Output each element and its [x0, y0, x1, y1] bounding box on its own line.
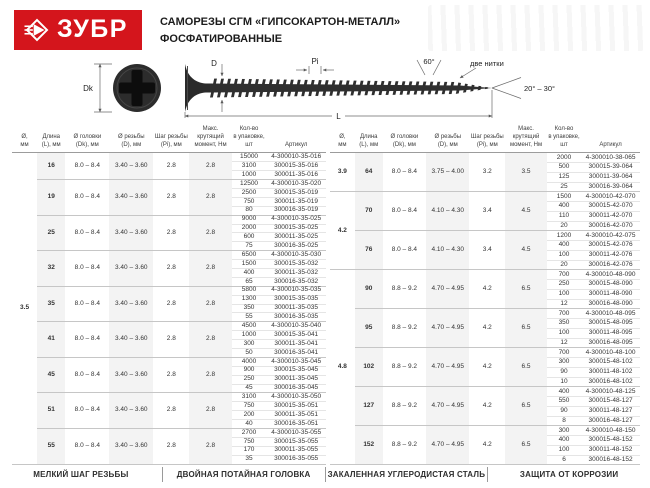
pack-qty-cell: 110 [547, 211, 581, 221]
sku-cell: 300015-42-070 [581, 202, 640, 212]
length-cell: 35 [37, 286, 65, 322]
pack-qty-cell: 3100 [232, 393, 267, 402]
thread-pitch-cell: 2.8 [153, 180, 189, 216]
max-torque-cell: 6.5 [505, 348, 547, 387]
pack-qty-cell: 170 [232, 446, 267, 455]
table-row [12, 180, 326, 189]
pack-qty-cell: 1500 [232, 260, 267, 269]
column-header: Длина (L), мм [37, 126, 65, 153]
sku-cell: 300016-42-076 [581, 260, 640, 270]
sku-cell: 4-300010-35-016 [266, 153, 326, 162]
head-diameter-cell: 8.0 – 8.4 [65, 393, 109, 429]
head-diameter-cell: 8.8 – 9.2 [383, 348, 426, 387]
thread-diameter-cell: 3.40 – 3.60 [109, 215, 153, 251]
dim-label-d: D [211, 59, 217, 68]
max-torque-cell: 4.5 [505, 192, 547, 231]
table-row [330, 192, 640, 202]
zubr-arrow-icon [22, 15, 52, 45]
pack-qty-cell: 100 [547, 445, 581, 455]
sku-cell: 300011-48-127 [581, 406, 640, 416]
table-row [330, 153, 640, 163]
sku-cell: 300016-48-090 [581, 299, 640, 309]
sku-cell: 300015-35-045 [266, 366, 326, 375]
thread-pitch-cell: 2.8 [153, 393, 189, 429]
length-cell: 51 [37, 393, 65, 429]
column-header: Шаг резьбы (Pi), мм [469, 126, 505, 153]
pack-qty-cell: 3100 [232, 162, 267, 171]
length-cell: 90 [355, 270, 383, 309]
spec-table [12, 126, 326, 465]
head-diameter-cell: 8.0 – 8.4 [383, 192, 426, 231]
thread-pitch-cell: 3.4 [469, 192, 505, 231]
pack-qty-cell: 700 [547, 348, 581, 358]
pack-qty-cell: 750 [232, 437, 267, 446]
table-row [12, 286, 326, 295]
pack-qty-cell: 550 [547, 397, 581, 407]
sku-cell: 300016-42-070 [581, 221, 640, 231]
max-torque-cell: 6.5 [505, 426, 547, 465]
column-header: Артикул [266, 126, 326, 153]
table-row [12, 429, 326, 438]
thread-diameter-cell: 4.70 – 4.95 [426, 426, 469, 465]
pack-qty-cell: 400 [547, 241, 581, 251]
length-cell: 41 [37, 322, 65, 358]
head-diameter-cell: 8.0 – 8.4 [65, 357, 109, 393]
diameter-cell: 3.5 [12, 153, 37, 464]
length-cell: 76 [355, 231, 383, 270]
thread-pitch-cell: 2.8 [153, 429, 189, 465]
pack-qty-cell: 750 [232, 402, 267, 411]
sku-cell: 300015-48-102 [581, 358, 640, 368]
sku-cell: 300015-35-041 [266, 331, 326, 340]
sku-cell: 300016-35-025 [266, 242, 326, 251]
pack-qty-cell: 200 [232, 411, 267, 420]
sku-cell: 300011-35-016 [266, 171, 326, 180]
dim-label-dk: Dk [83, 84, 93, 93]
sku-cell: 300015-35-019 [266, 188, 326, 197]
pack-qty-cell: 2700 [232, 429, 267, 438]
max-torque-cell: 2.8 [189, 393, 231, 429]
table-row [12, 251, 326, 260]
length-cell: 55 [37, 429, 65, 465]
table-row [12, 215, 326, 224]
pack-qty-cell: 400 [232, 268, 267, 277]
sku-cell: 300011-35-025 [266, 233, 326, 242]
max-torque-cell: 2.8 [189, 429, 231, 465]
sku-cell: 300016-48-127 [581, 416, 640, 426]
pack-qty-cell: 400 [547, 387, 581, 397]
sku-cell: 300016-39-064 [581, 182, 640, 192]
thread-diameter-cell: 4.70 – 4.95 [426, 309, 469, 348]
pack-qty-cell: 1300 [232, 295, 267, 304]
pack-qty-cell: 100 [547, 328, 581, 338]
sku-cell: 300011-35-041 [266, 340, 326, 349]
feature-item: ЗАКАЛЕННАЯ УГЛЕРОДИСТАЯ СТАЛЬ [327, 470, 486, 479]
header-row [12, 126, 326, 153]
sku-cell: 4-300010-48-150 [581, 426, 640, 436]
thread-pitch-cell: 3.2 [469, 153, 505, 192]
head-diameter-cell: 8.0 – 8.4 [65, 286, 109, 322]
pack-qty-cell: 1000 [232, 331, 267, 340]
pack-qty-cell: 12 [547, 338, 581, 348]
feature-item: ЗАЩИТА ОТ КОРРОЗИИ [519, 470, 619, 479]
column-header: Длина (L), мм [355, 126, 383, 153]
table-row [330, 348, 640, 358]
length-cell: 102 [355, 348, 383, 387]
thread-pitch-cell: 2.8 [153, 153, 189, 180]
thread-pitch-cell: 3.4 [469, 231, 505, 270]
table-row [330, 387, 640, 397]
thread-pitch-cell: 4.2 [469, 348, 505, 387]
column-header: Артикул [581, 126, 640, 153]
pack-qty-cell: 6 [547, 455, 581, 465]
thread-diameter-cell: 3.40 – 3.60 [109, 251, 153, 287]
pack-qty-cell: 20 [547, 221, 581, 231]
table-row [330, 231, 640, 241]
thread-pitch-cell: 4.2 [469, 270, 505, 309]
column-header: Ø головки (Dk), мм [383, 126, 426, 153]
thread-diameter-cell: 3.40 – 3.60 [109, 357, 153, 393]
pack-qty-cell: 600 [232, 233, 267, 242]
head-diameter-cell: 8.0 – 8.4 [65, 322, 109, 358]
max-torque-cell: 2.8 [189, 153, 231, 180]
pack-qty-cell: 12 [547, 299, 581, 309]
pack-qty-cell: 1000 [232, 171, 267, 180]
sku-cell: 300016-35-051 [266, 420, 326, 429]
sku-cell: 300015-42-076 [581, 241, 640, 251]
sku-cell: 4-300010-48-125 [581, 387, 640, 397]
sku-cell: 4-300010-48-090 [581, 270, 640, 280]
pack-qty-cell: 80 [232, 206, 267, 215]
head-diameter-cell: 8.0 – 8.4 [65, 429, 109, 465]
sku-cell: 300015-48-095 [581, 319, 640, 329]
pack-qty-cell: 5800 [232, 286, 267, 295]
pack-qty-cell: 15000 [232, 153, 267, 162]
thread-diameter-cell: 3.40 – 3.60 [109, 180, 153, 216]
sku-cell: 300015-48-127 [581, 397, 640, 407]
pack-qty-cell: 6500 [232, 251, 267, 260]
dim-label-tip-angle: 20° – 30° [524, 84, 556, 93]
sku-cell: 300015-48-152 [581, 436, 640, 446]
diameter-cell: 4.2 [330, 192, 355, 270]
pack-qty-cell: 2500 [232, 188, 267, 197]
sku-cell: 300016-35-032 [266, 277, 326, 286]
pack-qty-cell: 4000 [232, 357, 267, 366]
thread-diameter-cell: 4.70 – 4.95 [426, 387, 469, 426]
pack-qty-cell: 250 [547, 280, 581, 290]
pack-qty-cell: 1500 [547, 192, 581, 202]
page-title [160, 14, 400, 47]
pack-qty-cell: 750 [232, 197, 267, 206]
sku-cell: 300011-42-076 [581, 250, 640, 260]
sku-cell: 300015-35-025 [266, 224, 326, 233]
head-diameter-cell: 8.8 – 9.2 [383, 270, 426, 309]
max-torque-cell: 2.8 [189, 357, 231, 393]
sku-cell: 300011-48-095 [581, 328, 640, 338]
table-row [12, 393, 326, 402]
dim-label-60deg: 60° [423, 57, 435, 66]
head-diameter-cell: 8.8 – 9.2 [383, 426, 426, 465]
length-cell: 16 [37, 153, 65, 180]
sku-cell: 300011-35-051 [266, 411, 326, 420]
thread-pitch-cell: 4.2 [469, 309, 505, 348]
page-title-line1: САМОРЕЗЫ СГМ «ГИПСОКАРТОН-МЕТАЛЛ» [160, 16, 401, 28]
column-header: Кол-во в упаковке, шт [232, 126, 267, 153]
sku-cell: 4-300010-35-055 [266, 429, 326, 438]
pack-qty-cell: 2000 [547, 153, 581, 163]
thread-diameter-cell: 3.40 – 3.60 [109, 153, 153, 180]
pack-qty-cell: 300 [232, 340, 267, 349]
table-row [330, 309, 640, 319]
spec-table-small-diameters [12, 126, 326, 465]
max-torque-cell: 2.8 [189, 180, 231, 216]
thread-pitch-cell: 2.8 [153, 322, 189, 358]
sku-cell: 300011-35-035 [266, 304, 326, 313]
thread-diameter-cell: 3.40 – 3.60 [109, 393, 153, 429]
pack-qty-cell: 40 [232, 420, 267, 429]
max-torque-cell: 2.8 [189, 286, 231, 322]
pack-qty-cell: 125 [547, 172, 581, 182]
table-row [12, 322, 326, 331]
column-header: Макс. крутящий момент, Нм [505, 126, 547, 153]
sku-cell: 300015-35-016 [266, 162, 326, 171]
length-cell: 70 [355, 192, 383, 231]
sku-cell: 300011-42-070 [581, 211, 640, 221]
sku-cell: 300015-35-035 [266, 295, 326, 304]
pack-qty-cell: 100 [547, 289, 581, 299]
pack-qty-cell: 900 [232, 366, 267, 375]
sku-cell: 300015-35-055 [266, 437, 326, 446]
sku-cell: 4-300010-35-025 [266, 215, 326, 224]
table-row [12, 153, 326, 162]
pack-qty-cell: 9000 [232, 215, 267, 224]
pack-qty-cell: 300 [547, 358, 581, 368]
brand-name: ЗУБР [57, 14, 128, 43]
pack-qty-cell: 20 [547, 260, 581, 270]
pack-qty-cell: 400 [547, 202, 581, 212]
pack-qty-cell: 8 [547, 416, 581, 426]
thread-pitch-cell: 4.2 [469, 387, 505, 426]
feature-item: ДВОЙНАЯ ПОТАЙНАЯ ГОЛОВКА [176, 470, 311, 479]
max-torque-cell: 6.5 [505, 309, 547, 348]
pack-qty-cell: 350 [232, 304, 267, 313]
max-torque-cell: 2.8 [189, 215, 231, 251]
spec-table-large-diameters [330, 126, 640, 465]
thread-diameter-cell: 4.70 – 4.95 [426, 270, 469, 309]
column-header: Кол-во в упаковке, шт [547, 126, 581, 153]
head-diameter-cell: 8.8 – 9.2 [383, 309, 426, 348]
head-diameter-cell: 8.0 – 8.4 [65, 153, 109, 180]
table-row [330, 426, 640, 436]
sku-cell: 4-300010-35-050 [266, 393, 326, 402]
pack-qty-cell: 45 [232, 384, 267, 393]
pack-qty-cell: 300 [547, 426, 581, 436]
sku-cell: 300016-35-045 [266, 384, 326, 393]
pack-qty-cell: 10 [547, 377, 581, 387]
pack-qty-cell: 50 [232, 348, 267, 357]
thread-pitch-cell: 2.8 [153, 286, 189, 322]
length-cell: 32 [37, 251, 65, 287]
sku-cell: 300016-48-152 [581, 455, 640, 465]
thread-diameter-cell: 3.40 – 3.60 [109, 429, 153, 465]
sku-cell: 300016-48-102 [581, 377, 640, 387]
sku-cell: 300016-48-095 [581, 338, 640, 348]
max-torque-cell: 6.5 [505, 270, 547, 309]
sku-cell: 4-300010-38-065 [581, 153, 640, 163]
column-header: Шаг резьбы (Pi), мм [153, 126, 189, 153]
pack-qty-cell: 250 [232, 375, 267, 384]
column-header: Ø, мм [12, 126, 37, 153]
column-header: Ø, мм [330, 126, 355, 153]
sku-cell: 300011-48-090 [581, 289, 640, 299]
pack-qty-cell: 100 [547, 250, 581, 260]
pack-qty-cell: 12500 [232, 180, 267, 189]
length-cell: 152 [355, 426, 383, 465]
head-diameter-cell: 8.0 – 8.4 [65, 251, 109, 287]
pack-qty-cell: 700 [547, 270, 581, 280]
column-header: Ø резьбы (D), мм [426, 126, 469, 153]
length-cell: 127 [355, 387, 383, 426]
pack-qty-cell: 65 [232, 277, 267, 286]
thread-pitch-cell: 2.8 [153, 215, 189, 251]
pack-qty-cell: 35 [232, 455, 267, 464]
sku-cell: 4-300010-35-040 [266, 322, 326, 331]
pack-qty-cell: 25 [547, 182, 581, 192]
length-cell: 25 [37, 215, 65, 251]
table-row [12, 357, 326, 366]
sku-cell: 4-300010-42-070 [581, 192, 640, 202]
max-torque-cell: 6.5 [505, 387, 547, 426]
thread-diameter-cell: 4.70 – 4.95 [426, 348, 469, 387]
pack-qty-cell: 700 [547, 309, 581, 319]
length-cell: 45 [37, 357, 65, 393]
pack-qty-cell: 1200 [547, 231, 581, 241]
column-header: Ø резьбы (D), мм [109, 126, 153, 153]
table-row [330, 270, 640, 280]
sku-cell: 300016-35-019 [266, 206, 326, 215]
feature-bar [0, 461, 650, 488]
column-header: Макс. крутящий момент, Нм [189, 126, 231, 153]
max-torque-cell: 2.8 [189, 251, 231, 287]
pack-qty-cell: 2000 [232, 224, 267, 233]
spec-table [330, 126, 640, 465]
sku-cell: 4-300010-48-100 [581, 348, 640, 358]
thread-diameter-cell: 4.10 – 4.30 [426, 231, 469, 270]
diameter-cell: 3.9 [330, 153, 355, 192]
sku-cell: 300011-35-055 [266, 446, 326, 455]
screw-technical-drawing [0, 54, 650, 124]
thread-pitch-cell: 2.8 [153, 357, 189, 393]
sku-cell: 4-300010-35-045 [266, 357, 326, 366]
pack-qty-cell: 4500 [232, 322, 267, 331]
sku-cell: 4-300010-35-020 [266, 180, 326, 189]
pack-qty-cell: 500 [547, 163, 581, 173]
sku-cell: 300015-48-090 [581, 280, 640, 290]
max-torque-cell: 4.5 [505, 231, 547, 270]
thread-pitch-cell: 2.8 [153, 251, 189, 287]
head-diameter-cell: 8.0 – 8.4 [383, 231, 426, 270]
pack-qty-cell: 90 [547, 367, 581, 377]
sku-cell: 300015-35-032 [266, 260, 326, 269]
pack-qty-cell: 90 [547, 406, 581, 416]
column-header: Ø головки (Dk), мм [65, 126, 109, 153]
length-cell: 19 [37, 180, 65, 216]
feature-item: МЕЛКИЙ ШАГ РЕЗЬБЫ [33, 470, 129, 479]
thread-pitch-cell: 4.2 [469, 426, 505, 465]
sku-cell: 300011-35-045 [266, 375, 326, 384]
thread-diameter-cell: 3.40 – 3.60 [109, 322, 153, 358]
length-cell: 64 [355, 153, 383, 192]
sku-cell: 300016-35-041 [266, 348, 326, 357]
sku-cell: 300016-35-035 [266, 313, 326, 322]
sku-cell: 300011-48-102 [581, 367, 640, 377]
thread-diameter-cell: 3.40 – 3.60 [109, 286, 153, 322]
sku-cell: 300011-48-152 [581, 445, 640, 455]
sku-cell: 300015-39-064 [581, 163, 640, 173]
thread-diameter-cell: 4.10 – 4.30 [426, 192, 469, 231]
length-cell: 95 [355, 309, 383, 348]
head-diameter-cell: 8.0 – 8.4 [65, 215, 109, 251]
sku-cell: 4-300010-48-095 [581, 309, 640, 319]
pack-qty-cell: 400 [547, 436, 581, 446]
sku-cell: 4-300010-35-035 [266, 286, 326, 295]
sku-cell: 300016-35-055 [266, 455, 326, 464]
head-diameter-cell: 8.0 – 8.4 [65, 180, 109, 216]
sku-cell: 300015-35-051 [266, 402, 326, 411]
screw-side-view [185, 64, 492, 112]
diameter-cell: 4.8 [330, 270, 355, 465]
sku-cell: 4-300010-42-075 [581, 231, 640, 241]
sku-cell: 300011-39-064 [581, 172, 640, 182]
brand-logo [14, 10, 142, 50]
page-title-line2: ФОСФАТИРОВАННЫЕ [160, 32, 283, 45]
dim-label-l: L [336, 112, 341, 121]
pack-qty-cell: 350 [547, 319, 581, 329]
sku-cell: 300011-35-019 [266, 197, 326, 206]
max-torque-cell: 3.5 [505, 153, 547, 192]
head-diameter-cell: 8.0 – 8.4 [383, 153, 426, 192]
sku-cell: 4-300010-35-030 [266, 251, 326, 260]
screws-photo-watermark [428, 5, 644, 51]
pack-qty-cell: 55 [232, 313, 267, 322]
head-diameter-cell: 8.8 – 9.2 [383, 387, 426, 426]
dim-label-pi: Pi [311, 57, 319, 66]
sku-cell: 300011-35-032 [266, 268, 326, 277]
max-torque-cell: 2.8 [189, 322, 231, 358]
header-row [330, 126, 640, 153]
note-two-threads: две нитки [470, 59, 504, 68]
pack-qty-cell: 75 [232, 242, 267, 251]
thread-diameter-cell: 3.75 – 4.00 [426, 153, 469, 192]
